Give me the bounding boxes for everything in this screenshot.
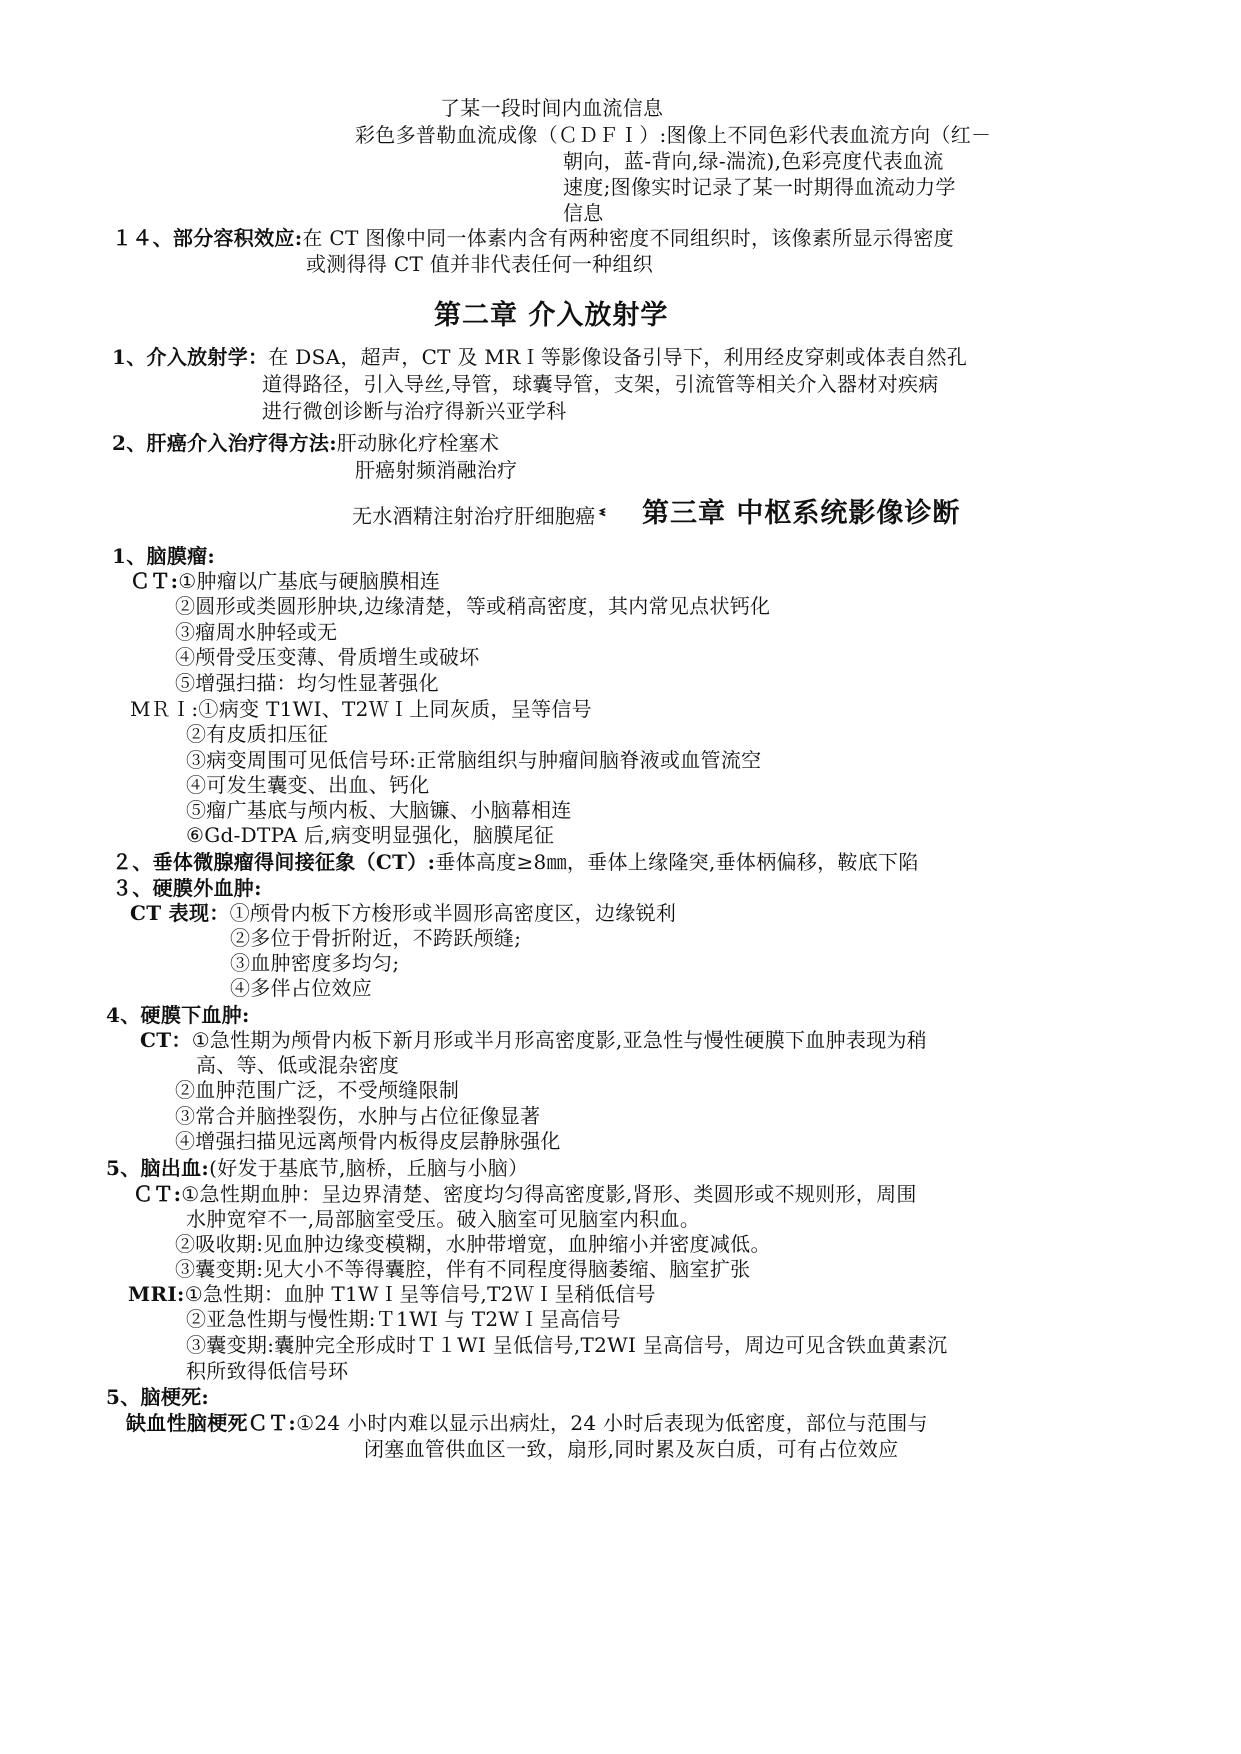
text-line: ③瘤周水肿轻或无 — [175, 620, 338, 644]
item-body: 肝动脉化疗栓塞术 — [336, 431, 500, 455]
item-body: ①肿瘤以广基底与硬脑膜相连 — [178, 569, 441, 593]
text-line: ③血肿密度多均匀; — [230, 951, 400, 975]
text-line — [140, 1027, 927, 1053]
text-line: 进行微创诊断与治疗得新兴亚学科 — [262, 399, 567, 423]
text-line — [112, 430, 499, 456]
text-line: ②吸收期:见血肿边缘变模糊，水肿带增宽，血肿缩小并密度减低。 — [175, 1232, 771, 1256]
text-line: 高、等、低或混杂密度 — [196, 1053, 399, 1077]
item-body: 在 CT 图像中同一体素内含有两种密度不同组织时，该像素所显示得密度 — [302, 226, 954, 250]
text-line: 信息 — [563, 201, 604, 225]
text-line: ⑤增强扫描：均匀性显著强化 — [175, 671, 439, 695]
item-body: ①急性期为颅骨内板下新月形或半月形高密度影,亚急性与慢性硬膜下血肿表现为稍 — [191, 1028, 928, 1052]
text-line — [128, 1281, 656, 1307]
glyph-mark: ᓫ — [599, 504, 606, 528]
item-heading: 5、脑出血: — [106, 1156, 210, 1180]
text-line: 彩色多普勒血流成像（ＣＤＦＩ）:图像上不同色彩代表血流方向（红－ — [355, 123, 992, 147]
item-heading: MRI: — [128, 1282, 185, 1306]
text-line: ②圆形或类圆形肿块,边缘清楚，等或稍高密度，其内常见点状钙化 — [175, 594, 771, 618]
text-line — [133, 1181, 917, 1207]
text-line — [112, 849, 919, 875]
section-heading: 4、硬膜下血肿: — [106, 1003, 250, 1027]
item-body: ①急性期：血肿 T1WＩ呈等信号,T2ＷＩ呈稍低信号 — [184, 1282, 656, 1306]
item-heading: ＣＴ: — [133, 1182, 182, 1206]
section-heading: ３、硬膜外血肿: — [112, 876, 262, 900]
item-heading: 缺血性脑梗死ＣＴ: — [126, 1411, 297, 1435]
text-line: ④多伴占位效应 — [230, 976, 373, 1000]
item-heading: １４、部分容积效应: — [112, 226, 303, 250]
item-body: 在 DSA，超声，CT 及 MRＩ等影像设备引导下，利用经皮穿刺或体表自然孔 — [268, 345, 968, 369]
section-heading: 5、脑梗死: — [106, 1385, 210, 1409]
text-fragment: 无水酒精注射治疗肝细胞癌 — [352, 504, 596, 528]
text-line — [130, 568, 440, 594]
text-line: ③囊变期:囊肿完全形成时Ｔ１WI 呈低信号,T2WI 呈高信号，周边可见含铁血黄素沉 — [186, 1333, 948, 1357]
item-heading: ＣＴ: — [130, 569, 179, 593]
item-heading: 2、肝癌介入治疗得方法: — [112, 431, 337, 455]
item-heading: CT 表现： — [130, 901, 230, 925]
text-line: 速度;图像实时记录了某一时期得血流动力学 — [563, 175, 956, 199]
text-line — [112, 344, 967, 370]
section-heading: 1、脑膜瘤: — [112, 544, 216, 568]
chapter-title: 第三章 中枢系统影像诊断 — [642, 498, 961, 529]
item-body: ①急性期血肿：呈边界清楚、密度均匀得高密度影,肾形、类圆形或不规则形，周围 — [181, 1182, 917, 1206]
text-line: 积所致得低信号环 — [186, 1359, 349, 1383]
text-line — [352, 503, 605, 529]
item-body: 垂体高度≥8㎜，垂体上缘隆突,垂体柄偏移，鞍底下陷 — [435, 850, 919, 874]
text-line: 肝癌射频消融治疗 — [355, 458, 518, 482]
text-line: ②多位于骨折附近，不跨跃颅缝; — [230, 926, 522, 950]
item-body: ①颅骨内板下方梭形或半圆形高密度区，边缘锐利 — [229, 901, 677, 925]
text-line: ②血肿范围广泛，不受颅缝限制 — [175, 1078, 460, 1102]
text-line: 了某一段时间内血流信息 — [440, 96, 664, 120]
item-heading: 1、介入放射学： — [112, 345, 269, 369]
text-line: 水肿宽窄不一,局部脑室受压。破入脑室可见脑室内积血。 — [186, 1207, 701, 1231]
text-line: 或测得得 CT 值并非代表任何一种组织 — [306, 252, 654, 276]
text-line: ④可发生囊变、出血、钙化 — [186, 773, 430, 797]
text-line: 道得路径，引入导丝,导管，球囊导管，支架，引流管等相关介入器材对疾病 — [262, 372, 939, 396]
text-line — [112, 225, 954, 251]
item-heading: ２、垂体微腺瘤得间接征象（CT）: — [112, 850, 436, 874]
text-line: ③病变周围可见低信号环:正常脑组织与肿瘤间脑脊液或血管流空 — [186, 748, 762, 772]
text-line: 闭塞血管供血区一致，扇形,同时累及灰白质，可有占位效应 — [364, 1437, 899, 1461]
text-line: ⑤瘤广基底与颅内板、大脑镰、小脑幕相连 — [186, 798, 572, 822]
text-line: 朝向，蓝-背向,绿-湍流),色彩亮度代表血流 — [563, 149, 944, 173]
text-line: MＲＩ:①病变 T1WI、T2ＷＩ上同灰质，呈等信号 — [130, 697, 592, 721]
item-body: (好发于基底节,脑桥，丘脑与小脑） — [209, 1156, 529, 1180]
item-body: ①24 小时内难以显示出病灶，24 小时后表现为低密度，部位与范围与 — [296, 1411, 928, 1435]
text-line: ③常合并脑挫裂伤，水肿与占位征像显著 — [175, 1104, 541, 1128]
item-heading: CT： — [140, 1028, 192, 1052]
text-line: ⑥Gd-DTPA 后,病变明显强化，脑膜尾征 — [186, 823, 555, 847]
text-line: ②亚急性期与慢性期:Ｔ1WI 与 T2WＩ呈高信号 — [186, 1307, 621, 1331]
text-line: ③囊变期:见大小不等得囊腔，伴有不同程度得脑萎缩、脑室扩张 — [175, 1257, 751, 1281]
text-line — [106, 1155, 528, 1181]
text-line: ④颅骨受压变薄、骨质增生或破坏 — [175, 645, 480, 669]
text-line: ②有皮质扣压征 — [186, 722, 329, 746]
text-line: ④增强扫描见远离颅骨内板得皮层静脉强化 — [175, 1129, 561, 1153]
chapter-title: 第二章 介入放射学 — [434, 300, 669, 331]
text-line — [130, 900, 676, 926]
text-line — [126, 1410, 928, 1436]
